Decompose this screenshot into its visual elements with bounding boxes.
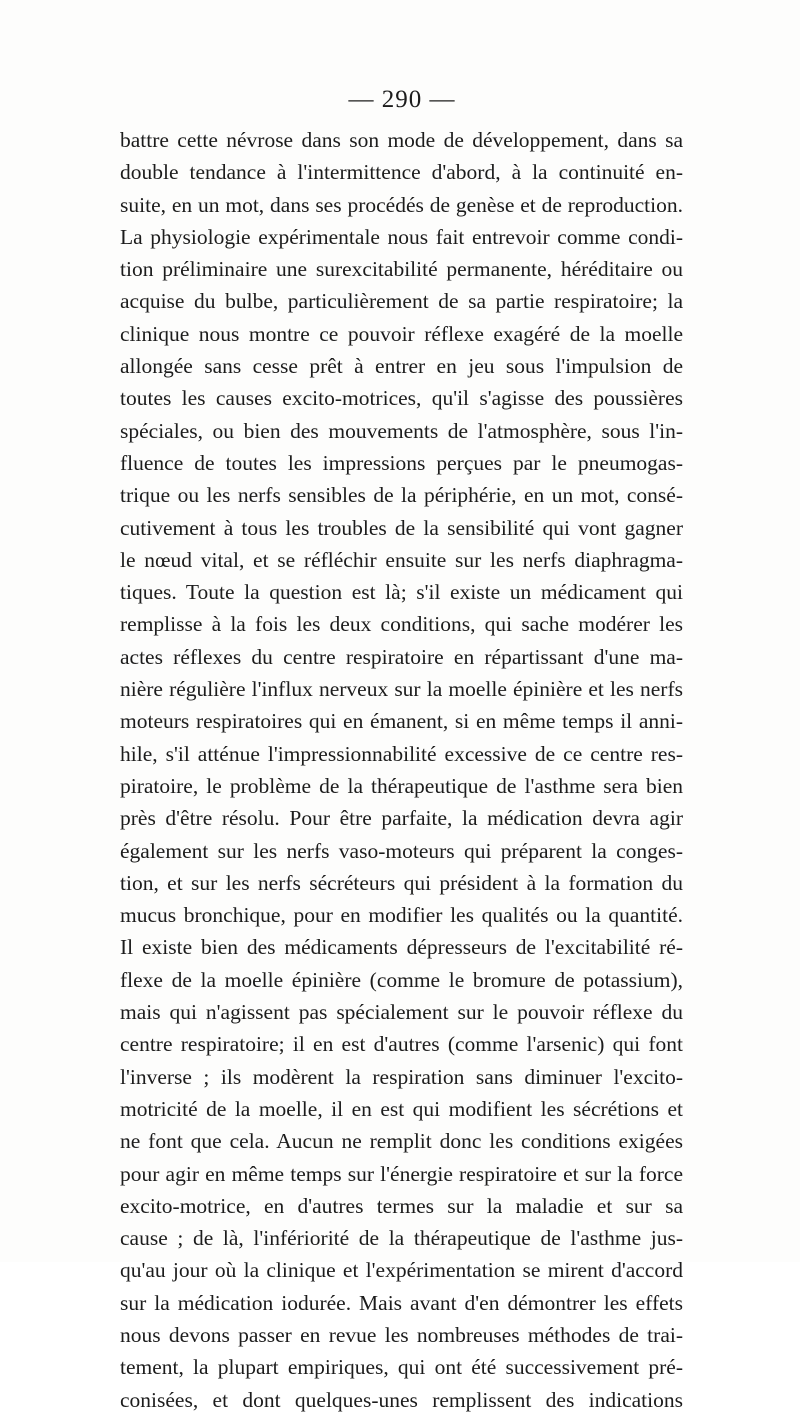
text-line: actes réflexes du centre respiratoire en répartissant d'une ma- — [120, 644, 683, 669]
text-line: clinique nous montre ce pouvoir réflexe exagéré de la moelle — [120, 321, 683, 346]
text-line: double tendance à l'intermittence d'abord, à la continuité en- — [120, 160, 683, 185]
text-line: flexe de la moelle épinière (comme le bromure de potassium), — [120, 967, 683, 992]
text-line: suite, en un mot, dans ses procédés de genèse et de reproduction. — [120, 192, 683, 217]
text-line: excito-motrice, en d'autres termes sur la maladie et sur sa — [120, 1193, 683, 1218]
text-line: pour agir en même temps sur l'énergie respiratoire et sur la force — [120, 1161, 683, 1186]
text-line: hile, s'il atténue l'impressionnabilité excessive de ce centre res- — [120, 741, 683, 766]
body-text — [120, 124, 683, 1416]
text-line: l'inverse ; ils modèrent la respiration sans diminuer l'excito- — [120, 1064, 683, 1089]
text-line: tiques. Toute la question est là; s'il existe un médicament qui — [120, 580, 683, 605]
text-line: remplisse à la fois les deux conditions, qui sache modérer les — [120, 612, 683, 637]
text-line: cause ; de là, l'infériorité de la thérapeutique de l'asthme jus- — [120, 1226, 683, 1251]
text-line: piratoire, le problème de la thérapeutique de l'asthme sera bien — [120, 773, 683, 798]
text-line: également sur les nerfs vaso-moteurs qui préparent la conges- — [120, 838, 683, 863]
text-line: La physiologie expérimentale nous fait entrevoir comme condi- — [120, 224, 683, 249]
text-line: mais qui n'agissent pas spécialement sur le pouvoir réflexe du — [120, 1000, 683, 1025]
text-line: fluence de toutes les impressions perçues par le pneumogas- — [120, 450, 683, 475]
text-line: nière régulière l'influx nerveux sur la moelle épinière et les nerfs — [120, 677, 683, 702]
text-line: tion, et sur les nerfs sécréteurs qui président à la formation du — [120, 870, 683, 895]
text-line: qu'au jour où la clinique et l'expérimentation se mirent d'accord — [120, 1258, 683, 1283]
page-number: — 290 — — [348, 86, 456, 113]
text-line: motricité de la moelle, il en est qui modifient les sécrétions et — [120, 1096, 683, 1121]
text-line: le nœud vital, et se réfléchir ensuite sur les nerfs diaphragma- — [120, 547, 683, 572]
text-line: nous devons passer en revue les nombreuses méthodes de trai- — [120, 1322, 683, 1347]
text-line: acquise du bulbe, particulièrement de sa partie respiratoire; la — [120, 289, 683, 314]
text-line: spéciales, ou bien des mouvements de l'atmosphère, sous l'in- — [120, 418, 683, 443]
text-line: tement, la plupart empiriques, qui ont été successivement pré- — [120, 1355, 683, 1380]
text-line: conisées, et dont quelques-unes remplissent des indications — [120, 1387, 683, 1412]
text-line: trique ou les nerfs sensibles de la périphérie, en un mot, consé- — [120, 483, 683, 508]
text-line: près d'être résolu. Pour être parfaite, la médication devra agir — [120, 806, 683, 831]
text-line: Il existe bien des médicaments dépresseurs de l'excitabilité ré- — [120, 935, 683, 960]
text-line: mucus bronchique, pour en modifier les qualités ou la quantité. — [120, 903, 683, 928]
text-line: cutivement à tous les troubles de la sensibilité qui vont gagner — [120, 515, 683, 540]
text-line: tion préliminaire une surexcitabilité permanente, héréditaire ou — [120, 257, 683, 282]
text-line: moteurs respiratoires qui en émanent, si en même temps il anni- — [120, 709, 683, 734]
text-line: allongée sans cesse prêt à entrer en jeu sous l'impulsion de — [120, 354, 683, 379]
text-line: centre respiratoire; il en est d'autres (comme l'arsenic) qui font — [120, 1032, 683, 1057]
text-line: ne font que cela. Aucun ne remplit donc les conditions exigées — [120, 1129, 683, 1154]
text-line: toutes les causes excito-motrices, qu'il s'agisse des poussières — [120, 386, 683, 411]
text-line: battre cette névrose dans son mode de développement, dans sa — [120, 128, 683, 152]
text-line: sur la médication iodurée. Mais avant d'en démontrer les effets — [120, 1290, 683, 1315]
